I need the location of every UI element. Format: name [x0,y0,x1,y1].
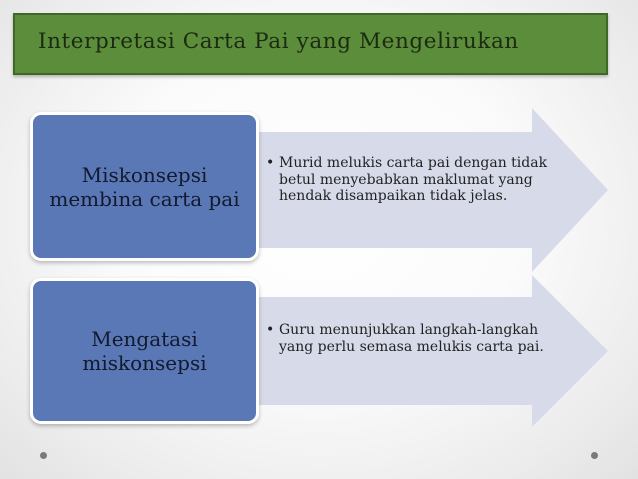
row-2-bullet-text: Guru menunjukkan langkah-langkah yang perlu semasa melukis carta pai. [279,322,544,355]
row-2-box [30,278,259,424]
row-1-bullet [266,155,566,205]
slide-title: Interpretasi Carta Pai yang Mengelirukan [38,29,519,54]
row-2-bullet-dot: • [266,322,275,338]
right-corner-dot [591,452,598,459]
slide-title-bar [13,13,608,75]
row-2-bullet [266,322,556,355]
row-2-box-label: Mengatasi miskonsepsi [82,327,207,375]
row-1-bullet-text: Murid melukis carta pai dengan tidak betul menyebabkan maklumat yang hendak disampaikan tidak jelas. [279,155,548,204]
left-corner-dot [40,452,47,459]
row-1-box-label: Miskonsepsi membina carta pai [49,162,240,211]
row-1-bullet-dot: • [266,155,275,171]
row-1-box [30,112,259,261]
